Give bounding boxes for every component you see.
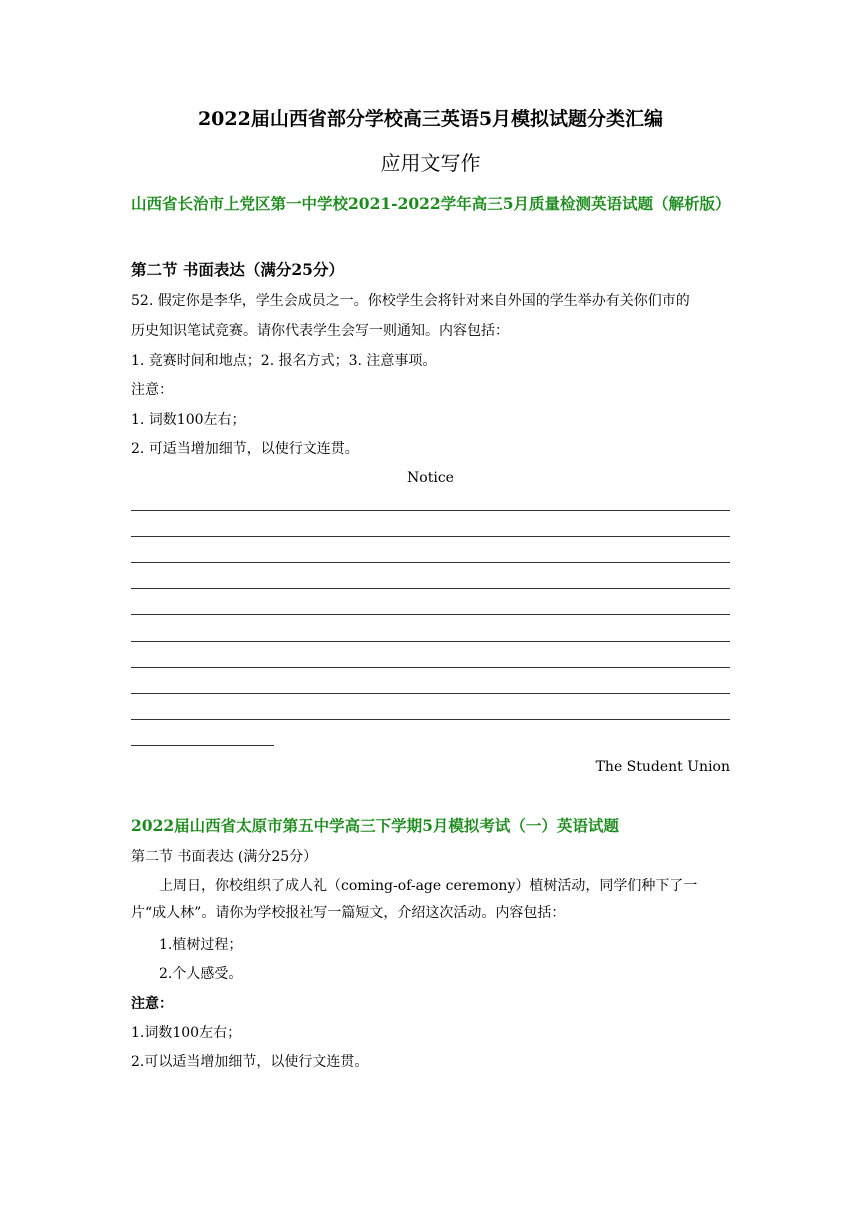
section2-note-1: 1.词数100左右； (131, 1025, 242, 1041)
section1-note-label: 注意： (131, 382, 173, 398)
writing-line (131, 588, 730, 589)
notice-signoff: The Student Union (595, 759, 730, 775)
section2-heading: 第二节 书面表达 (满分25分） (131, 849, 318, 865)
section2-prompt: 上周日，你校组织了成人礼（coming-of-age ceremony）植树活动，同学们种下了一片“成人林”。请你为学校报社写一篇短文，介绍这次活动。内容包括： (131, 878, 698, 921)
section2-note-label: 注意： (131, 996, 173, 1012)
section1-note-1: 1. 词数100左右； (131, 412, 246, 428)
section2-source-heading: 2022届山西省太原市第五中学高三下学期5月模拟考试（一）英语试题 (131, 816, 619, 835)
writing-line (131, 641, 730, 642)
notice-title: Notice (407, 470, 454, 486)
section1-note-2: 2. 可适当增加细节，以使行文连贯。 (131, 441, 359, 457)
section1-source-heading: 山西省长治市上党区第一中学校2021-2022学年高三5月质量检测英语试题（解析版） (131, 194, 731, 213)
section1-content-points: 1. 竞赛时间和地点；2. 报名方式；3. 注意事项。 (131, 353, 437, 369)
writing-line (131, 693, 730, 694)
section2-note-2: 2.可以适当增加细节，以使行文连贯。 (131, 1054, 369, 1070)
document-subtitle: 应用文写作 (380, 151, 481, 175)
section2-point-1: 1.植树过程； (159, 937, 243, 953)
writing-line (131, 614, 730, 615)
writing-line (131, 719, 730, 720)
section1-prompt-line2: 历史知识笔试竞赛。请你代表学生会写一则通知。内容包括： (131, 323, 509, 339)
writing-line (131, 536, 730, 537)
section1-prompt-line1: 52. 假定你是李华，学生会成员之一。你校学生会将针对来自外国的学生举办有关你们市的 (131, 293, 690, 309)
writing-line (131, 510, 730, 511)
writing-line (131, 667, 730, 668)
writing-line-short (131, 745, 274, 746)
section2-point-2: 2.个人感受。 (159, 966, 243, 982)
document-title: 2022届山西省部分学校高三英语5月模拟试题分类汇编 (197, 108, 664, 130)
writing-line (131, 562, 730, 563)
section1-heading: 第二节 书面表达（满分25分） (131, 260, 344, 279)
